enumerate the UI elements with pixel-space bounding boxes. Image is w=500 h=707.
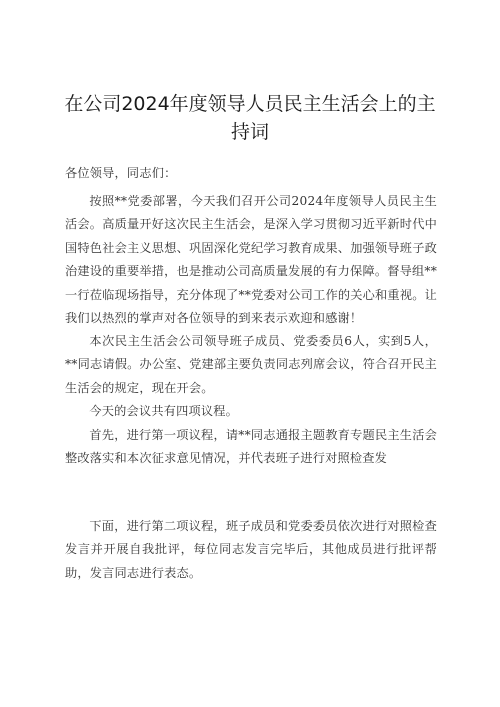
paragraph-agenda-item-2: 下面，进行第二项议程，班子成员和党委委员依次进行对照检查发言并开展自我批评，每位同志发言完毕后，其他成员进行批评帮助，发言同志进行表态。 bbox=[65, 519, 437, 580]
document-title: 在公司2024年度领导人员民主生活会上的主持词 bbox=[64, 93, 436, 143]
paragraph-agenda-item-1: 首先，进行第一项议程，请**同志通报主题教育专题民主生活会整改落实和本次征求意见情况，并代表班子进行对照检查发 bbox=[65, 428, 437, 466]
greeting: 各位领导，同志们： bbox=[65, 166, 177, 180]
paragraph-agenda-intro: 今天的会议共有四项议程。 bbox=[89, 404, 239, 418]
paragraph-opening: 按照**党委部署，今天我们召开公司2024年度领导人员民主生活会。高质量开好这次民主生活会，是深入学习贯彻习近平新时代中国特色社会主义思想、巩固深化党纪学习教育成果、加强领导班子政治建设的重要举措，也是推动公司高质量发展的有力保障。督导组**一行莅临现场指导，充分体现了**党委对公司工作的关心和重视。让我们以热烈的掌声对各位领导的到来表示欢迎和感谢！ bbox=[65, 194, 437, 326]
paragraph-attendance: 本次民主生活会公司领导班子成员、党委委员6人，实到5人，**同志请假。办公室、党建部主要负责同志列席会议，符合召开民主生活会的规定，现在开会。 bbox=[65, 334, 437, 395]
